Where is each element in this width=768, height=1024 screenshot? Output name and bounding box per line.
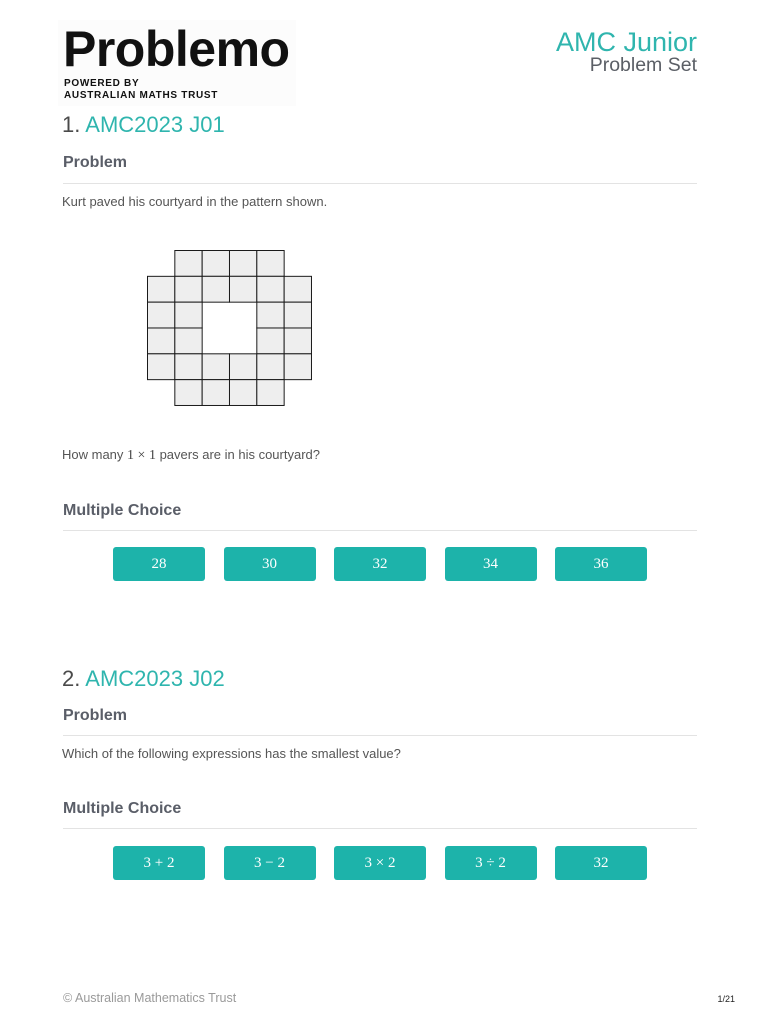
choice-button-a[interactable]: 3 + 2	[113, 846, 205, 880]
multiple-choice-heading: Multiple Choice	[63, 502, 182, 519]
paver-tile	[148, 276, 175, 302]
paver-tile	[284, 276, 311, 302]
choice-button-e[interactable]: 32	[555, 846, 647, 880]
paver-tile	[257, 328, 284, 354]
paver-tile	[175, 380, 202, 406]
choice-button-e[interactable]: 36	[555, 547, 647, 581]
paver-tile	[284, 328, 311, 354]
section-divider	[63, 530, 697, 531]
paver-tile	[257, 251, 284, 277]
problem-code-link[interactable]: AMC2023 J01	[85, 112, 225, 137]
paver-tile	[148, 354, 175, 380]
question-suffix: pavers are in his courtyard?	[159, 447, 320, 462]
problem-number: 2.	[62, 666, 81, 691]
paver-tile	[257, 354, 284, 380]
paver-tile	[175, 251, 202, 277]
choice-button-d[interactable]: 34	[445, 547, 537, 581]
question-prefix: How many	[62, 447, 124, 462]
question-math: 1 × 1	[127, 448, 156, 463]
paver-tile	[202, 354, 229, 380]
paver-tile	[175, 276, 202, 302]
problemo-logo: Problemo	[63, 21, 290, 77]
section-divider	[63, 735, 697, 736]
paver-tile	[229, 354, 256, 380]
courtyard-figure	[147, 250, 314, 408]
paver-tile	[175, 302, 202, 328]
choice-button-c[interactable]: 3 × 2	[334, 846, 426, 880]
logo-powered-by: POWERED BY	[64, 78, 140, 89]
question-text	[62, 448, 320, 462]
problem-text: Kurt paved his courtyard in the pattern shown.	[62, 194, 328, 209]
problem-text: Which of the following expressions has the smallest value?	[62, 746, 401, 761]
problem-1-title	[62, 114, 225, 136]
paver-tile	[175, 354, 202, 380]
problem-2-title	[62, 668, 225, 690]
choice-button-b[interactable]: 30	[224, 547, 316, 581]
paver-tile	[202, 251, 229, 277]
document-title: AMC Junior	[555, 27, 697, 57]
paver-tile	[229, 380, 256, 406]
choice-group	[113, 846, 647, 880]
paver-tile	[284, 302, 311, 328]
footer-copyright: © Australian Mathematics Trust	[63, 991, 237, 1005]
paver-tile	[175, 328, 202, 354]
paver-tile	[202, 380, 229, 406]
logo-tagline	[64, 78, 218, 102]
paver-tile	[257, 380, 284, 406]
multiple-choice-heading: Multiple Choice	[63, 800, 182, 817]
logo-org: AUSTRALIAN MATHS TRUST	[64, 90, 219, 101]
paver-tile	[229, 251, 256, 277]
choice-group	[113, 547, 647, 581]
paver-tile	[229, 276, 256, 302]
section-divider	[63, 183, 697, 184]
choice-button-c[interactable]: 32	[334, 547, 426, 581]
problem-code-link[interactable]: AMC2023 J02	[85, 666, 225, 691]
choice-button-a[interactable]: 28	[113, 547, 205, 581]
problem-heading: Problem	[63, 154, 128, 171]
document-subtitle: Problem Set	[589, 54, 697, 76]
page-number: 1/21	[717, 994, 735, 1004]
problem-number: 1.	[62, 112, 81, 137]
section-divider	[63, 828, 697, 829]
paver-tile	[148, 328, 175, 354]
paver-tile	[202, 276, 229, 302]
choice-button-d[interactable]: 3 ÷ 2	[445, 846, 537, 880]
paver-tile	[257, 302, 284, 328]
paver-tile	[148, 302, 175, 328]
choice-button-b[interactable]: 3 − 2	[224, 846, 316, 880]
paver-tile	[284, 354, 311, 380]
paver-tile	[257, 276, 284, 302]
problem-heading: Problem	[63, 707, 128, 724]
